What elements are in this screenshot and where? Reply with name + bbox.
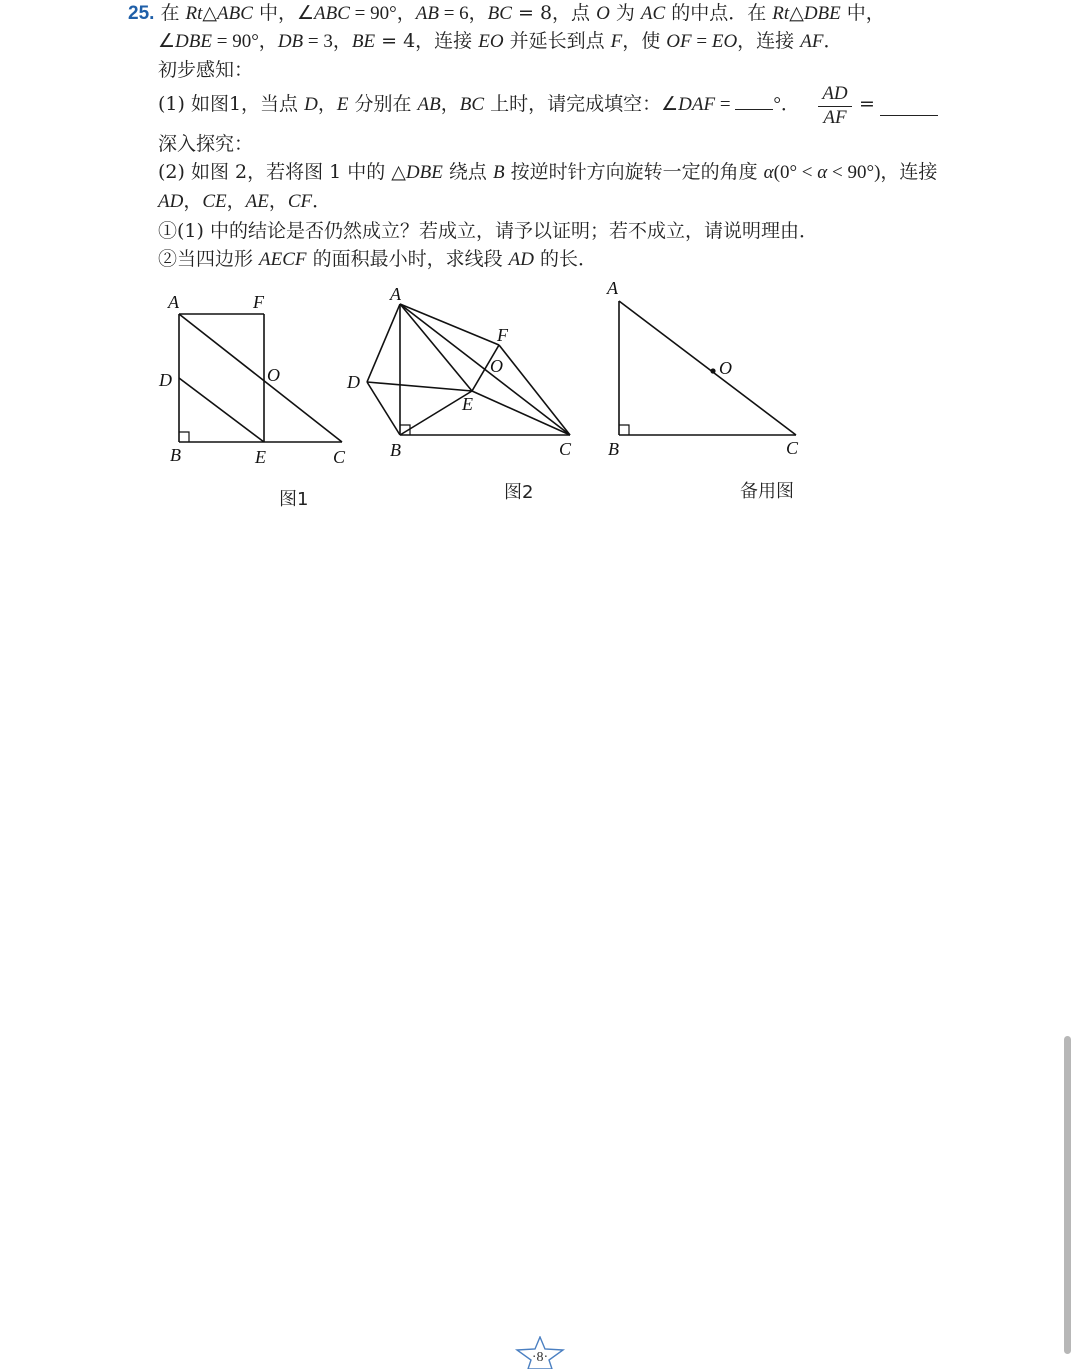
math: (0° < — [773, 162, 818, 183]
math: △ — [789, 3, 804, 24]
fig2-label-A: A — [390, 284, 401, 304]
math: CE — [202, 191, 227, 212]
math: DB — [277, 31, 304, 52]
text: ， — [226, 190, 246, 212]
math: α — [763, 162, 774, 183]
text: 在 — [160, 2, 186, 24]
text: 为 — [609, 2, 641, 24]
math: BC — [459, 94, 485, 115]
fig1-right-angle-mark — [179, 432, 189, 442]
text: ②当四边形 — [158, 248, 260, 270]
text: ． — [823, 30, 843, 52]
text: 中， — [252, 2, 297, 24]
math: CF — [287, 191, 313, 212]
text: 的面积最小时，求线段 — [306, 248, 509, 270]
fig3-label-C: C — [786, 438, 799, 458]
fig2-segment-DB — [367, 382, 400, 435]
fig2-label-F: F — [497, 325, 508, 345]
section-heading-1: 初步感知： — [158, 59, 254, 81]
math: E — [336, 94, 349, 115]
math: ABC — [314, 3, 350, 24]
text: ， — [183, 190, 203, 212]
sub-question-1: ①(1) 中的结论是否仍然成立？若成立，请予以证明；若不成立，请说明理由． — [158, 220, 818, 242]
fig2-segment-DE — [367, 382, 472, 391]
math: = — [715, 94, 736, 115]
text: 中， — [840, 2, 885, 24]
fig3-point-O — [710, 368, 715, 373]
figure-2-caption: 图2 — [504, 482, 534, 503]
fig3-label-O: O — [719, 358, 732, 378]
math: EO — [711, 31, 738, 52]
math: BE — [351, 31, 376, 52]
math: △ — [202, 3, 218, 24]
fig2-segment-AD — [367, 304, 400, 382]
text: ， — [440, 93, 460, 115]
fig3-label-A: A — [607, 278, 618, 298]
math: DAF — [678, 94, 716, 115]
math: BC — [487, 3, 512, 24]
fig3-label-B: B — [608, 439, 619, 459]
math: OF — [666, 31, 692, 52]
problem-number: 25. — [128, 3, 155, 24]
math: Rt — [772, 3, 790, 24]
text: ，使 — [622, 30, 667, 52]
fig1-label-A: A — [168, 292, 179, 312]
fig2-label-D: D — [347, 372, 360, 392]
fig1-segment-DE — [179, 378, 264, 442]
text: 的长． — [533, 248, 598, 270]
text: 的中点．在 — [665, 2, 773, 24]
figure-1 — [158, 292, 346, 467]
text: ． — [312, 190, 332, 212]
fig2-label-E: E — [462, 394, 473, 414]
math: = 90°， — [349, 3, 416, 24]
text: 分别在 — [348, 93, 418, 115]
vertical-scrollbar[interactable] — [1064, 1036, 1071, 1354]
fig1-label-D: D — [159, 370, 172, 390]
section-heading-2: 深入探究： — [158, 133, 254, 155]
math: AD — [508, 249, 534, 270]
math: DBE — [803, 3, 841, 24]
math: AC — [640, 3, 666, 24]
text: (1) 如图1，当点 — [158, 93, 305, 115]
math: AB — [415, 3, 439, 24]
fig1-label-O: O — [267, 365, 280, 385]
fig1-label-B: B — [170, 445, 181, 465]
fig1-label-E: E — [255, 447, 266, 467]
math: O — [596, 3, 610, 24]
math: = — [691, 31, 712, 52]
text: 按逆时针方向旋转一定的角度 — [504, 161, 764, 183]
math: °． — [773, 94, 800, 115]
math: = 3， — [303, 31, 352, 52]
fig1-segment-AC — [179, 314, 342, 442]
math: ∠ — [661, 94, 679, 115]
math: DBE — [175, 31, 212, 52]
text: = 8，点 — [511, 2, 597, 24]
math: EO — [478, 31, 504, 52]
math: B — [492, 162, 505, 183]
fraction-denominator: AF — [823, 107, 847, 128]
math: D — [304, 94, 318, 115]
math: α — [817, 162, 828, 183]
math: AD — [158, 191, 184, 212]
fraction-equals: = — [859, 93, 875, 115]
math: ABC — [217, 3, 253, 24]
fig1-label-F: F — [253, 292, 264, 312]
text: 绕点 — [442, 161, 493, 183]
figure-1-caption: 图1 — [279, 489, 309, 510]
fig2-segment-AF — [400, 304, 499, 345]
text: = 4，连接 — [375, 30, 479, 52]
page-number: ·8· — [531, 1350, 549, 1365]
fig2-label-B: B — [390, 440, 401, 460]
fig2-segment-AE — [400, 304, 472, 391]
math: = 90°， — [211, 31, 278, 52]
math: Rt — [185, 3, 203, 24]
geometry-figures — [0, 0, 1080, 520]
text: (2) 如图 2，若将图 1 中的 △ — [158, 161, 406, 183]
text: 上时，请完成填空： — [484, 93, 662, 115]
fig1-label-C: C — [333, 447, 346, 467]
text: ，连接 — [737, 30, 801, 52]
page-number-badge — [514, 1336, 566, 1369]
fig2-label-C: C — [559, 439, 572, 459]
fig2-label-O: O — [490, 356, 503, 376]
figure-2 — [346, 284, 572, 460]
math: ∠ — [296, 3, 315, 24]
fig2-segment-FC — [499, 345, 570, 435]
text: < 90°)，连接 — [827, 162, 938, 183]
text: ， — [317, 93, 337, 115]
math: AB — [417, 94, 441, 115]
math: = 6， — [438, 3, 488, 24]
math: DBE — [405, 162, 443, 183]
math: AECF — [259, 249, 307, 270]
figure-3-caption: 备用图 — [740, 481, 794, 502]
fraction-numerator: AD — [822, 83, 848, 104]
math: F — [610, 31, 623, 52]
math: ∠ — [158, 31, 176, 52]
math: AE — [245, 191, 269, 212]
text: 并延长到点 — [503, 30, 611, 52]
fig3-right-angle-mark — [619, 425, 629, 435]
figure-3 — [606, 278, 799, 459]
math: AF — [800, 31, 824, 52]
text: ， — [268, 190, 288, 212]
fig3-segment-AC — [619, 301, 796, 435]
